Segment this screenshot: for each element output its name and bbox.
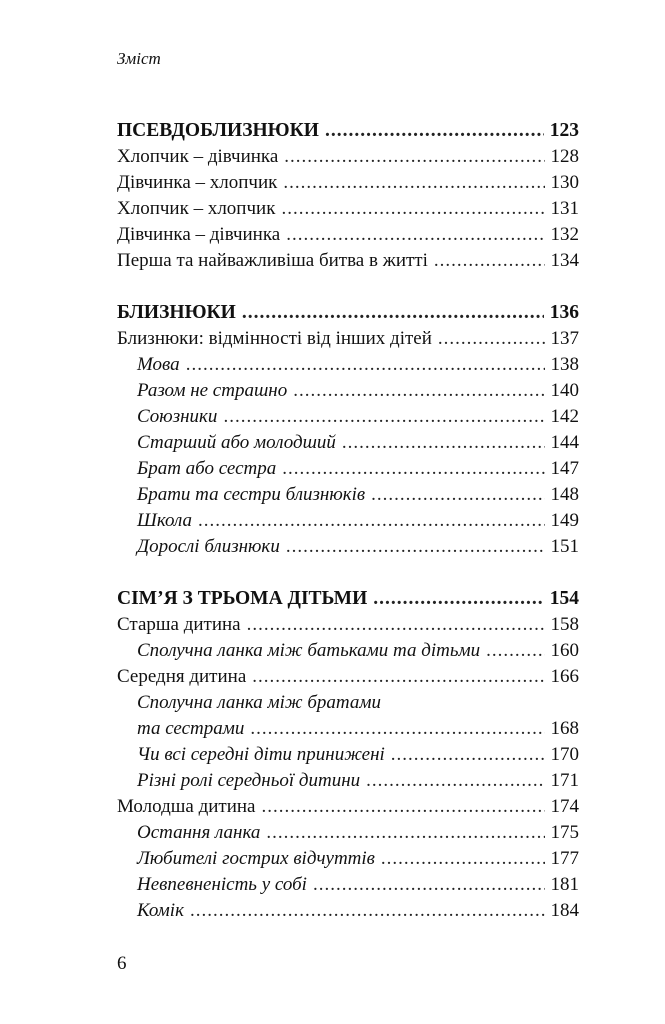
- dot-leader: [286, 222, 544, 248]
- page-ref: 175: [550, 822, 579, 843]
- dot-leader: [381, 846, 545, 872]
- entry-title: Дорослі близнюки: [137, 536, 280, 557]
- toc-entry[interactable]: [117, 612, 579, 638]
- dot-leader: [434, 248, 545, 274]
- page-ref: 130: [550, 172, 579, 193]
- toc-subentry[interactable]: [117, 742, 579, 768]
- toc-entry[interactable]: [117, 222, 579, 248]
- page-ref: 137: [550, 328, 579, 349]
- toc-section-heading[interactable]: [117, 118, 579, 144]
- toc-subentry-first-line[interactable]: [117, 690, 579, 716]
- toc-section-heading[interactable]: [117, 586, 579, 612]
- toc-subentry[interactable]: [117, 898, 579, 924]
- toc-subentry[interactable]: [117, 820, 579, 846]
- entry-title: Старша дитина: [117, 614, 241, 635]
- page-ref: 128: [550, 146, 579, 167]
- page-number: 6: [117, 953, 127, 974]
- dot-leader: [286, 534, 545, 560]
- page-ref: 184: [550, 900, 579, 921]
- entry-title: Хлопчик – дівчинка: [117, 146, 279, 167]
- entry-title: Дівчинка – дівчинка: [117, 224, 281, 245]
- entry-title: Сполучна ланка між братами: [137, 692, 381, 713]
- entry-title: Разом не страшно: [137, 380, 288, 401]
- toc-entry[interactable]: [117, 144, 579, 170]
- page-ref: 174: [550, 796, 579, 817]
- entry-title: Остання ланка: [137, 822, 261, 843]
- entry-title: Молодша дитина: [117, 796, 256, 817]
- page-ref: 134: [550, 250, 579, 271]
- entry-title: Брат або сестра: [137, 458, 277, 479]
- page-ref: 158: [550, 614, 579, 635]
- entry-title: Середня дитина: [117, 666, 247, 687]
- page-ref: 168: [550, 718, 579, 739]
- toc-entry[interactable]: [117, 326, 579, 352]
- dot-leader: [190, 898, 545, 924]
- section-title: ПСЕВДОБЛИЗНЮКИ: [117, 120, 319, 141]
- toc-subentry[interactable]: [117, 846, 579, 872]
- dot-leader: [366, 768, 544, 794]
- entry-title: Мова: [137, 354, 180, 375]
- entry-title-continuation: та сестрами: [137, 718, 245, 739]
- page-ref: 142: [550, 406, 579, 427]
- dot-leader: [281, 196, 544, 222]
- entry-title: Школа: [137, 510, 193, 531]
- dot-leader: [486, 638, 544, 664]
- page-ref: 140: [550, 380, 579, 401]
- toc-subentry[interactable]: [117, 534, 579, 560]
- toc-subentry[interactable]: [117, 508, 579, 534]
- entry-title: Сполучна ланка між батьками та дітьми: [137, 640, 481, 661]
- dot-leader: [391, 742, 545, 768]
- section-title: БЛИЗНЮКИ: [117, 302, 236, 323]
- toc-subentry[interactable]: [117, 430, 579, 456]
- dot-leader: [266, 820, 544, 846]
- entry-title: Хлопчик – хлопчик: [117, 198, 276, 219]
- dot-leader: [313, 872, 545, 898]
- toc-subentry[interactable]: [117, 482, 579, 508]
- dot-leader: [283, 170, 544, 196]
- entry-title: Перша та найважливіша битва в житті: [117, 250, 428, 271]
- toc-entry[interactable]: [117, 248, 579, 274]
- page-ref: 136: [549, 302, 579, 323]
- section-spacer: [117, 274, 579, 300]
- toc-entry[interactable]: [117, 664, 579, 690]
- dot-leader: [242, 300, 544, 326]
- page-ref: 154: [549, 588, 579, 609]
- entry-title: Невпевненість у собі: [137, 874, 307, 895]
- toc-subentry[interactable]: [117, 638, 579, 664]
- page-ref: 177: [550, 848, 579, 869]
- entry-title: Близнюки: відмінності від інших дітей: [117, 328, 432, 349]
- toc-subentry-continuation[interactable]: [117, 716, 579, 742]
- dot-leader: [247, 612, 545, 638]
- page-ref: 131: [550, 198, 579, 219]
- page-ref: 171: [550, 770, 579, 791]
- dot-leader: [282, 456, 544, 482]
- toc-entry[interactable]: [117, 170, 579, 196]
- toc-subentry[interactable]: [117, 456, 579, 482]
- entry-title: Чи всі середні діти принижені: [137, 744, 385, 765]
- dot-leader: [371, 482, 544, 508]
- page-ref: 138: [550, 354, 579, 375]
- toc-entry[interactable]: [117, 794, 579, 820]
- running-head: Зміст: [117, 49, 161, 68]
- entry-title: Різні ролі середньої дитини: [137, 770, 361, 791]
- page-ref: 147: [550, 458, 579, 479]
- dot-leader: [186, 352, 545, 378]
- entry-title: Комік: [137, 900, 184, 921]
- toc-subentry[interactable]: [117, 378, 579, 404]
- toc-entry[interactable]: [117, 196, 579, 222]
- page-ref: 149: [550, 510, 579, 531]
- page-ref: 132: [550, 224, 579, 245]
- page-ref: 181: [550, 874, 579, 895]
- dot-leader: [223, 404, 544, 430]
- entry-title: Старший або молодший: [137, 432, 336, 453]
- page-ref: 144: [550, 432, 579, 453]
- dot-leader: [325, 118, 544, 144]
- table-of-contents: [117, 118, 579, 924]
- section-title: СІМ’Я З ТРЬОМА ДІТЬМИ: [117, 588, 368, 609]
- page-ref: 166: [550, 666, 579, 687]
- toc-subentry[interactable]: [117, 872, 579, 898]
- entry-title: Дівчинка – хлопчик: [117, 172, 278, 193]
- page-ref: 151: [550, 536, 579, 557]
- toc-subentry[interactable]: [117, 352, 579, 378]
- dot-leader: [293, 378, 544, 404]
- page-ref: 123: [549, 120, 579, 141]
- page-ref: 148: [550, 484, 579, 505]
- dot-leader: [252, 664, 544, 690]
- page-ref: 160: [550, 640, 579, 661]
- entry-title: Союзники: [137, 406, 218, 427]
- section-spacer: [117, 560, 579, 586]
- entry-title: Брати та сестри близнюків: [137, 484, 366, 505]
- dot-leader: [250, 716, 544, 742]
- dot-leader: [284, 144, 544, 170]
- dot-leader: [262, 794, 545, 820]
- dot-leader: [342, 430, 545, 456]
- toc-subentry[interactable]: [117, 768, 579, 794]
- toc-section-heading[interactable]: [117, 300, 579, 326]
- dot-leader: [373, 586, 544, 612]
- dot-leader: [438, 326, 545, 352]
- page-ref: 170: [550, 744, 579, 765]
- toc-subentry[interactable]: [117, 404, 579, 430]
- entry-title: Любителі гострих відчуттів: [137, 848, 375, 869]
- dot-leader: [198, 508, 544, 534]
